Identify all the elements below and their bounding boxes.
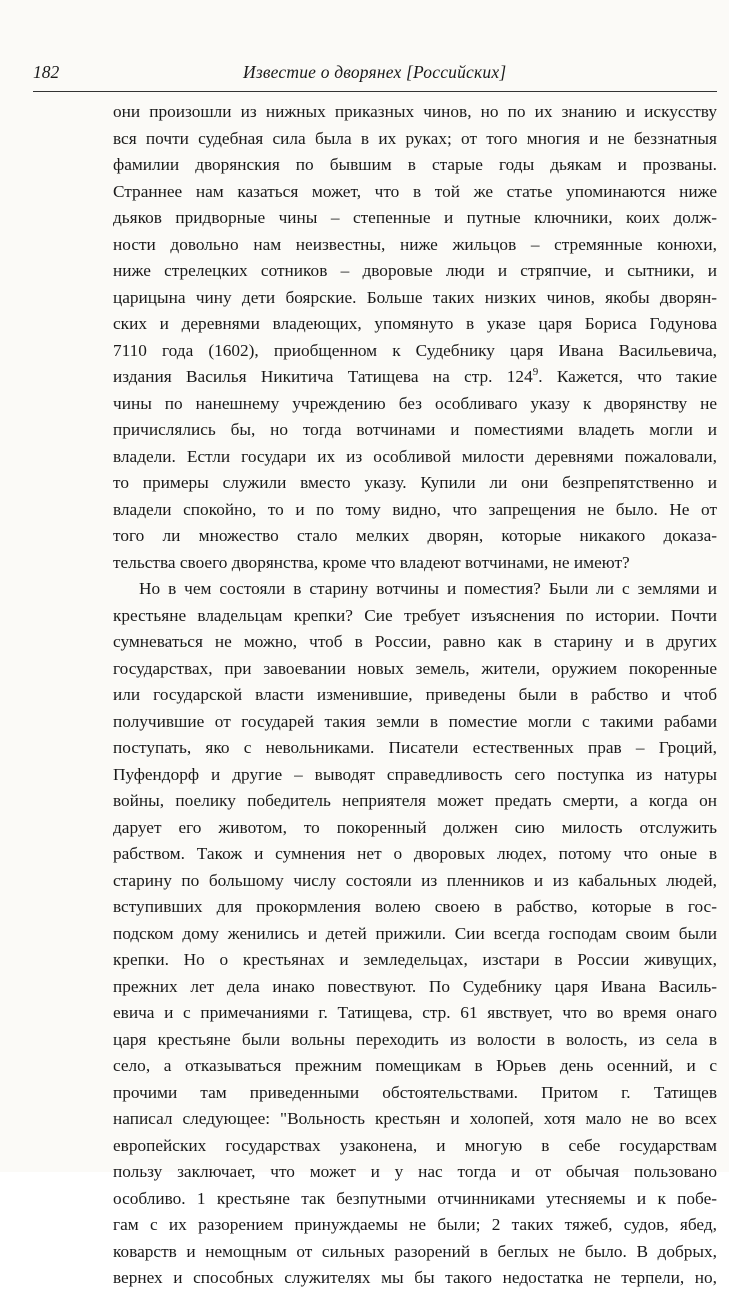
running-title: Известие о дворянех [Российских] [243, 62, 507, 82]
text-line: или государской власти изменившие, приведены были в рабство и чтоб [113, 685, 717, 704]
text-line: село, а отказываться прежним помещикам в Юрьев день осенний, и с [113, 1056, 717, 1075]
text-line: ниже стрелецких сотников – дворовые люди и стряпчие, и сытники, и [113, 261, 717, 280]
text-line-with-footnote [113, 364, 717, 391]
text-line: Страннее нам казаться может, что в той же статье упоминаются ниже [113, 181, 717, 201]
text-line: особливо. 1 крестьяне так безпутными отчинниками утесняемы и к побе- [113, 1188, 717, 1208]
text-line: евича и с примечаниями г. Татищева, стр. 61 явствует, что во время онаго [113, 1003, 717, 1022]
page-number: 182 [33, 62, 60, 82]
text-line: крестьяне владельцам крепки? Сие требует изъяснения по истории. Почти [113, 605, 717, 625]
text-line: Пуфендорф и другие – выводят справедливость сего поступка из натуры [113, 764, 717, 784]
text-line: чины по нанешнему учреждению без особливаго указу к дворянству не [113, 393, 717, 413]
text-line: ности довольно нам неизвестны, ниже жильцов – стремянные конюхи, [113, 234, 717, 254]
body-text [113, 99, 717, 1292]
text-line: фамилии дворянския по бывшим в старые годы дьякам и прозваны. [113, 155, 717, 174]
text-line: гам с их разорением принуждаемы не были; 2 таких тяжеб, судов, ябед, [113, 1215, 717, 1234]
text-segment: издания Василья Никитича Татищева на стр. 124 [113, 367, 533, 386]
text-line: крепки. Но о крестьянах и земледельцах, изстари в России живущих, [113, 950, 717, 969]
text-line: поступать, яко с невольниками. Писатели естественных прав – Гроций, [113, 738, 717, 757]
text-line: подском дому женились и детей прижили. Сии всегда господам своим были [113, 923, 717, 943]
text-line: тельства своего дворянства, кроме что владеют вотчинами, не имеют? [113, 552, 630, 572]
text-line: сумневаться не можно, чтоб в России, равно как в старину и в других [113, 632, 717, 651]
text-line: владели спокойно, то и по тому видно, что запрещения не было. Не от [113, 499, 717, 519]
header-divider [33, 91, 717, 92]
text-line: прочими там приведенными обстоятельствами. Притом г. Татищев [113, 1082, 717, 1102]
text-line: написал следующее: "Вольность крестьян и холопей, хотя мало не во всех [113, 1109, 717, 1128]
text-line: дьяков придворные чины – степенные и путные ключники, коих долж- [113, 208, 717, 227]
text-line: ских и деревнями владеющих, упомянуто в указе царя Бориса Годунова [113, 314, 717, 333]
text-line: прежних лет дела инако повествуют. По Судебнику царя Ивана Василь- [113, 976, 717, 996]
text-line: они произошли из нижных приказных чинов, но по их знанию и искусству [113, 102, 717, 121]
text-line: вся почти судебная сила была в их руках; от того многия и не беззнатныя [113, 128, 717, 148]
text-line: владели. Естли государи их из особливой милости деревнями пожаловали, [113, 446, 717, 466]
text-line: царицына чину дети боярские. Больше таких низких чинов, якобы дворян- [113, 287, 717, 307]
text-line: причислялись бы, но тогда вотчинами и поместиями владеть могли и [113, 420, 717, 439]
text-line: того ли множество стало мелких дворян, которые никакого доказа- [113, 526, 717, 545]
text-line: 7110 года (1602), приобщенном к Судебнику царя Ивана Васильевича, [113, 340, 717, 360]
text-line: войны, поелику победитель неприятеля может предать смерти, а когда он [113, 791, 717, 810]
text-line: то примеры служили вместо указу. Купили ли они безпрепятственно и [113, 473, 717, 492]
text-line: старину по большому числу состояли из пленников и из кабальных людей, [113, 870, 717, 890]
footnote-mark: 9 [532, 366, 539, 379]
text-line: вернех и способных служителях мы бы такого недостатка не терпели, но, [113, 1268, 717, 1287]
text-line: государствах, при завоевании новых земель, жители, оружием покоренные [113, 658, 717, 678]
text-line: вступивших для прокормления волею своею в рабство, которые в гос- [113, 897, 717, 916]
text-line: коварств и немощным от сильных разорений в беглых не было. В добрых, [113, 1241, 717, 1261]
text-line: рабством. Також и сумнения нет о дворовых людех, потому что оные в [113, 844, 717, 863]
paragraph-start-line: Но в чем состояли в старину вотчины и поместия? Были ли с землями и [139, 579, 717, 598]
running-head [33, 62, 717, 88]
text-line: царя крестьяне были вольны переходить из волости в волость, из села в [113, 1029, 717, 1049]
text-line: пользу заключает, что может и у нас тогда и от обычая пользовано [113, 1162, 717, 1181]
text-segment: . Кажется, что такие [538, 367, 717, 386]
text-line: получившие от государей такия земли в поместие могли с такими рабами [113, 711, 717, 731]
text-line: дарует его животом, то покоренный должен сию милость отслужить [113, 817, 717, 837]
text-line: европейских государствах узаконена, и многую в себе государствам [113, 1135, 717, 1155]
